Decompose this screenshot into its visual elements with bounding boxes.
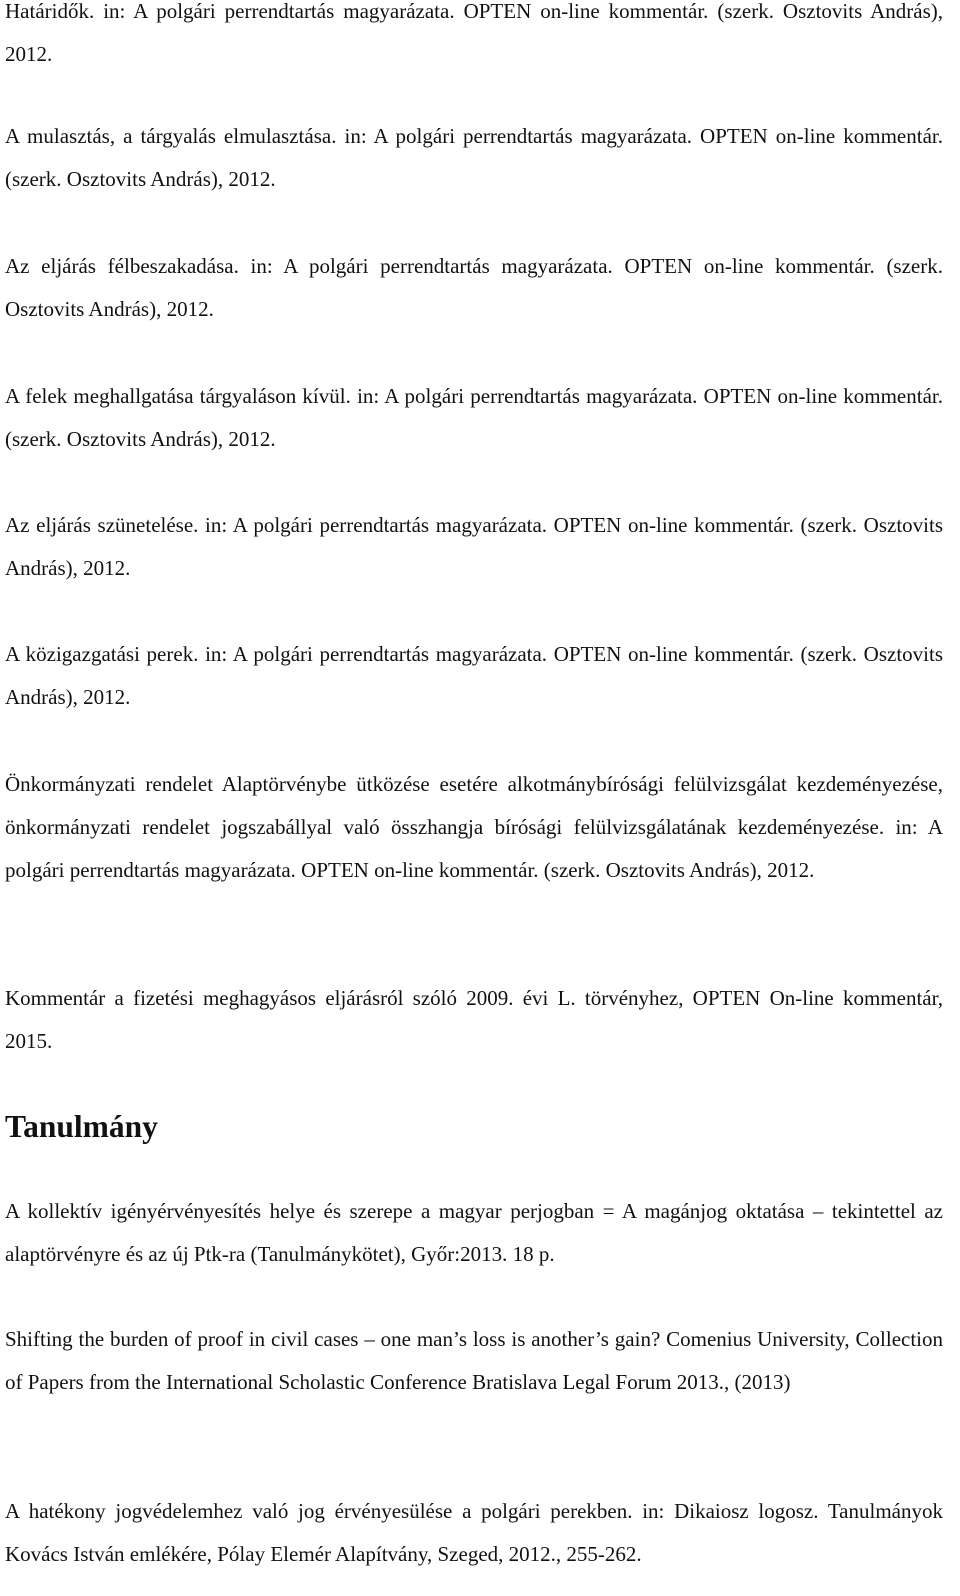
commentary-entry-deadlines: Határidők. in: A polgári perrendtartás magyarázata. OPTEN on-line kommentár. (szerk. Osztovits András), 2012.	[5, 0, 943, 66]
study-entry-burden-of-proof: Shifting the burden of proof in civil cases – one man’s loss is another’s gain? Comenius University, Collection of Papers from the International Scholastic Conference Bratislava Legal Forum 2013., (2013)	[5, 1327, 943, 1394]
commentary-entry-interruption: Az eljárás félbeszakadása. in: A polgári perrendtartás magyarázata. OPTEN on-line kommentár. (szerk. Osztovits András), 2012.	[5, 254, 943, 321]
commentary-entry-municipal-decree: Önkormányzati rendelet Alaptörvénybe ütközése esetére alkotmánybírósági felülvizsgálat kezdeményezése, önkormányzati rendelet jogszabállyal való összhangja bírósági felülvizsgálatának kezdeményezése. in: A polgári perrendtartás magyarázata. OPTEN on-line kommentár. (szerk. Osztovits András), 2012.	[5, 772, 943, 882]
commentary-entry-default: A mulasztás, a tárgyalás elmulasztása. in: A polgári perrendtartás magyarázata. OPTEN on-line kommentár. (szerk. Osztovits András), 2012.	[5, 124, 943, 191]
commentary-entry-hearing-outside: A felek meghallgatása tárgyaláson kívül. in: A polgári perrendtartás magyarázata. OPTEN on-line kommentár. (szerk. Osztovits András), 2012.	[5, 384, 943, 451]
commentary-entry-suspension: Az eljárás szünetelése. in: A polgári perrendtartás magyarázata. OPTEN on-line kommentár. (szerk. Osztovits András), 2012.	[5, 513, 943, 580]
section-heading-studies: Tanulmány	[5, 1109, 158, 1144]
commentary-entry-payment-order: Kommentár a fizetési meghagyásos eljárásról szóló 2009. évi L. törvényhez, OPTEN On-line kommentár, 2015.	[5, 986, 943, 1053]
study-entry-effective-remedy: A hatékony jogvédelemhez való jog érvényesülése a polgári perekben. in: Dikaiosz logosz. Tanulmányok Kovács István emlékére, Pólay Elemér Alapítvány, Szeged, 2012., 255-262.	[5, 1499, 943, 1566]
commentary-entry-administrative: A közigazgatási perek. in: A polgári perrendtartás magyarázata. OPTEN on-line kommentár. (szerk. Osztovits András), 2012.	[5, 642, 943, 709]
study-entry-collective-claims: A kollektív igényérvényesítés helye és szerepe a magyar perjogban = A magánjog oktatása – tekintettel az alaptörvényre és az új Ptk-ra (Tanulmánykötet), Győr:2013. 18 p.	[5, 1199, 943, 1266]
